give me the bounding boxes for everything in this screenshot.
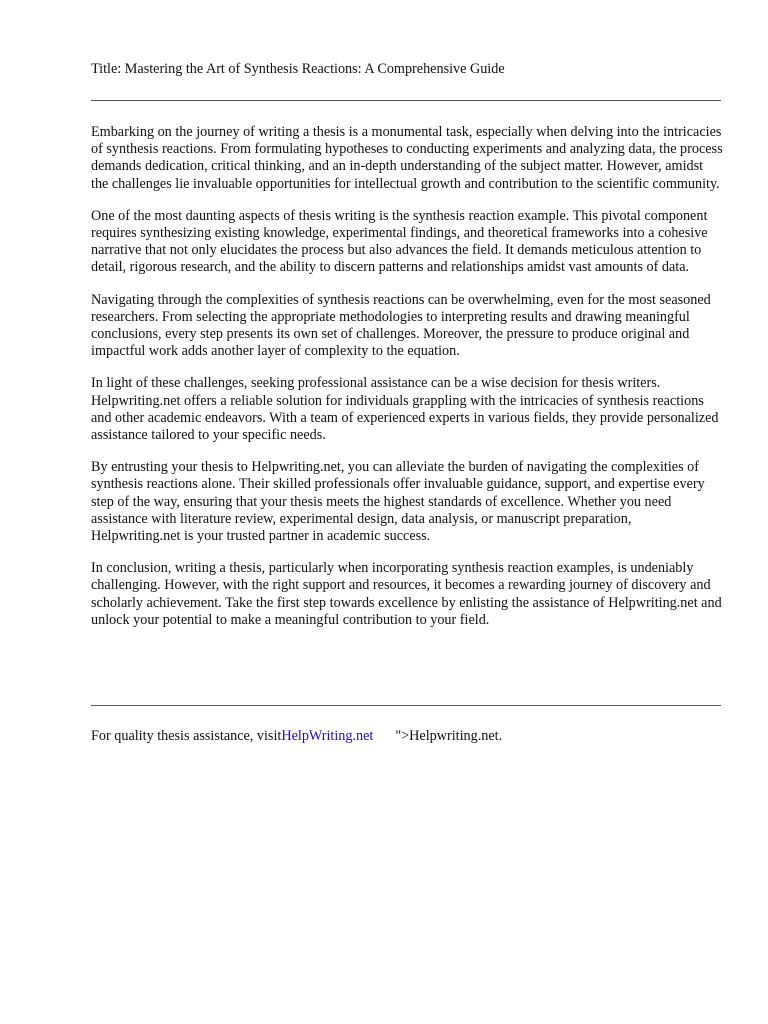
paragraph-1: Embarking on the journey of writing a thesis is a monumental task, especially when delving into the intricacies of synthesis reactions. From formulating hypotheses to conducting experiments and analyzing data, the process demands dedication, critical thinking, and an in-depth understanding of the subject matter. However, amidst the challenges lie invaluable opportunities for intellectual growth and contribution to the scientific community. xyxy=(91,124,723,192)
paragraph-6: In conclusion, writing a thesis, particularly when incorporating synthesis reaction examples, is undeniably challenging. However, with the right support and resources, it becomes a rewarding journey of discovery and scholarly achievement. Take the first step towards excellence by enlisting the assistance of Helpwriting.net and unlock your potential to make a meaningful contribution to your field. xyxy=(91,560,722,628)
footer-line xyxy=(91,728,502,745)
paragraph-5: By entrusting your thesis to Helpwriting.net, you can alleviate the burden of navigating the complexities of synthesis reactions alone. Their skilled professionals offer invaluable guidance, support, and expertise every step of the way, ensuring that your thesis meets the highest standards of excellence. Whether you need assistance with literature review, experimental design, data analysis, or manuscript preparation, Helpwriting.net is your trusted partner in academic success. xyxy=(91,459,705,545)
document-body xyxy=(91,124,723,644)
paragraph-3: Navigating through the complexities of synthesis reactions can be overwhelming, even for the most seasoned researchers. From selecting the appropriate methodologies to interpreting results and drawing meaningful conclusions, every step presents its own set of challenges. Moreover, the pressure to produce original and impactful work adds another layer of complexity to the equation. xyxy=(91,291,711,360)
paragraph-2: One of the most daunting aspects of thesis writing is the synthesis reaction example. This pivotal component requires synthesizing existing knowledge, experimental findings, and theoretical frameworks into a cohesive narrative that not only elucidates the process but also advances the field. It demands meticulous attention to detail, rigorous research, and the ability to discern patterns and relationships amidst vast amounts of data. xyxy=(91,207,708,276)
bottom-divider xyxy=(91,705,721,706)
document-title: Title: Mastering the Art of Synthesis Reactions: A Comprehensive Guide xyxy=(91,61,505,77)
footer-suffix: ">Helpwriting.net. xyxy=(395,728,503,744)
footer-prefix: For quality thesis assistance, visit xyxy=(91,728,282,744)
helpwriting-link[interactable]: HelpWriting.net xyxy=(281,728,374,744)
top-divider xyxy=(91,100,721,101)
paragraph-4: In light of these challenges, seeking professional assistance can be a wise decision for thesis writers. Helpwriting.net offers a reliable solution for individuals grappling with the intricacies of synthesis reactions and other academic endeavors. With a team of experienced experts in various fields, they provide personalized assistance tailored to your specific needs. xyxy=(91,375,719,444)
